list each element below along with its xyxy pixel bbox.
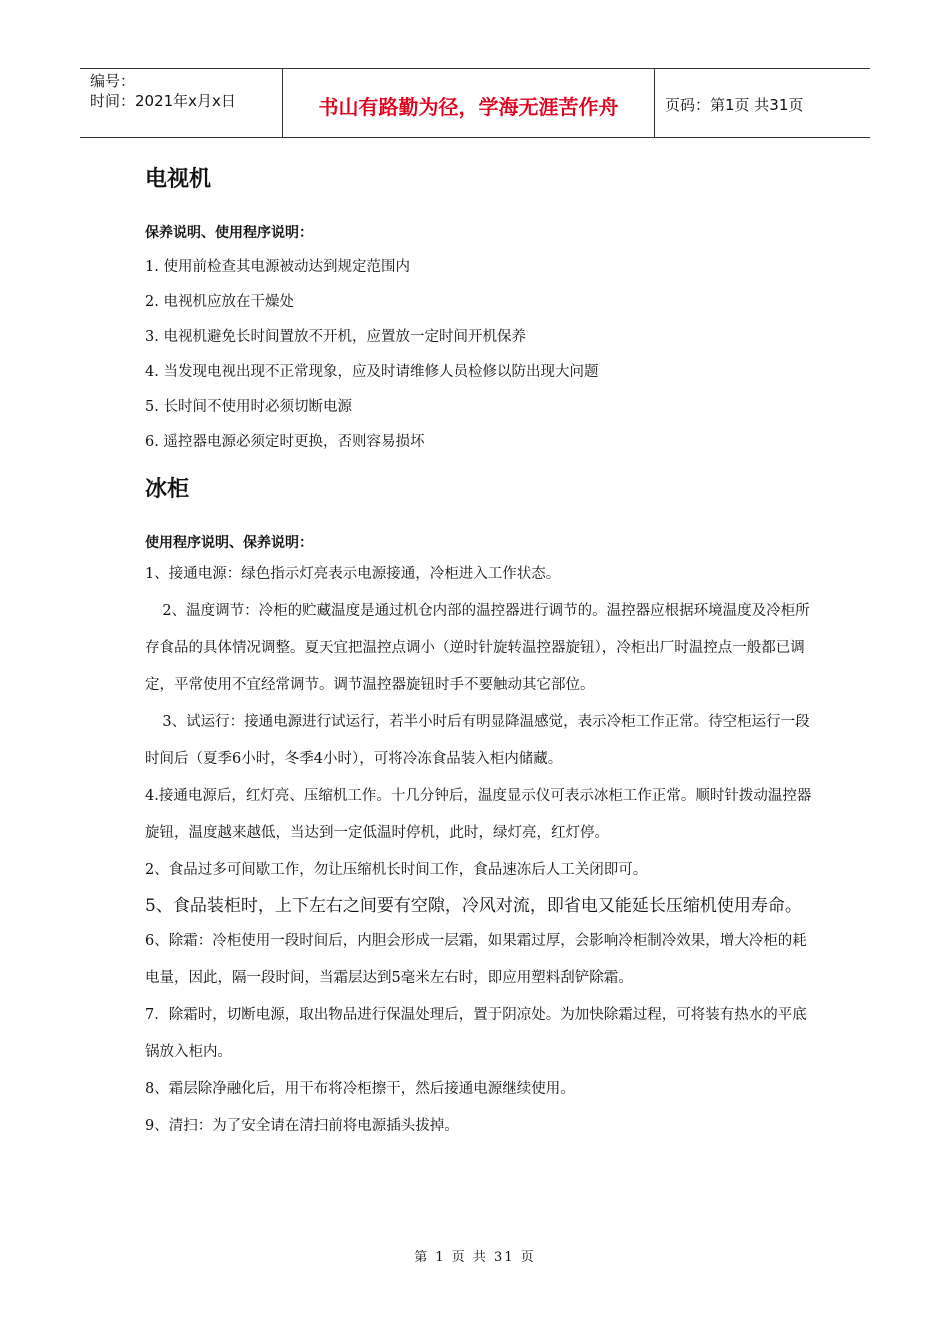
list-item: 4. 当发现电视出现不正常现象，应及时请维修人员检修以防出现大问题	[145, 364, 599, 380]
list-item: 6. 遥控器电源必须定时更换，否则容易损坏	[145, 434, 425, 450]
list-item: 3. 电视机避免长时间置放不开机，应置放一定时间开机保养	[145, 329, 526, 345]
paragraph: 5、食品装柜时，上下左右之间要有空隙，冷风对流，即省电又能延长压缩机使用寿命。	[145, 896, 802, 916]
paragraph: 3、试运行：接通电源进行试运行，若半小时后有明显降温感觉，表示冷柜工作正常。待空柜运行一段时间后（夏季6小时，冬季4小时），可将冷冻食品装入柜内储藏。	[145, 714, 810, 767]
paragraph: 8、霜层除净融化后，用干布将冷柜擦干，然后接通电源继续使用。	[145, 1081, 575, 1097]
paragraph: 4.接通电源后，红灯亮、压缩机工作。十几分钟后，温度显示仪可表示冰柜工作正常。顺时针拨动温控器旋钮，温度越来越低，当达到一定低温时停机，此时，绿灯亮，红灯停。	[145, 788, 812, 841]
list-item: 5. 长时间不使用时必须切断电源	[145, 399, 352, 415]
header-motto: 书山有路勤为径，学海无涯苦作舟	[283, 69, 655, 137]
document-body	[145, 160, 815, 1145]
list-item: 1. 使用前检查其电源被动达到规定范围内	[145, 259, 410, 275]
freezer-paragraphs	[145, 556, 815, 1145]
header-meta	[80, 69, 283, 137]
header-page-info: 页码：第1页 共31页	[665, 95, 804, 114]
freezer-subtitle: 使用程序说明、保养说明：	[145, 535, 313, 551]
page-footer: 第 1 页 共 31 页	[414, 1250, 536, 1265]
paragraph: 2、温度调节：冷柜的贮藏温度是通过机仓内部的温控器进行调节的。温控器应根据环境温度及冷柜所存食品的具体情况调整。夏天宜把温控点调小（逆时针旋转温控器旋钮），冷柜出厂时温控点一般都已调定，平常使用不宜经常调节。调节温控器旋钮时手不要触动其它部位。	[145, 603, 810, 693]
time-label: 时间：2021年x月x日	[90, 92, 236, 110]
list-item: 2. 电视机应放在干燥处	[145, 294, 294, 310]
paragraph: 9、清扫：为了安全请在清扫前将电源插头拔掉。	[145, 1118, 459, 1134]
page-header	[80, 68, 870, 138]
paragraph: 1、接通电源：绿色指示灯亮表示电源接通，冷柜进入工作状态。	[145, 566, 561, 582]
section-title-freezer: 冰柜	[145, 477, 190, 502]
section-title-tv: 电视机	[145, 167, 212, 192]
number-label: 编号：	[90, 72, 136, 90]
tv-subtitle: 保养说明、使用程序说明：	[145, 225, 313, 241]
paragraph: 7．除霜时，切断电源，取出物品进行保温处理后，置于阴凉处。为加快除霜过程，可将装有热水的平底锅放入柜内。	[145, 1007, 807, 1060]
paragraph: 6、除霜：冷柜使用一段时间后，内胆会形成一层霜，如果霜过厚，会影响冷柜制冷效果，增大冷柜的耗电量，因此，隔一段时间，当霜层达到5毫米左右时，即应用塑料刮铲除霜。	[145, 933, 807, 986]
paragraph: 2、食品过多可间歇工作，勿让压缩机长时间工作，食品速冻后人工关闭即可。	[145, 862, 648, 878]
tv-list	[145, 250, 815, 460]
